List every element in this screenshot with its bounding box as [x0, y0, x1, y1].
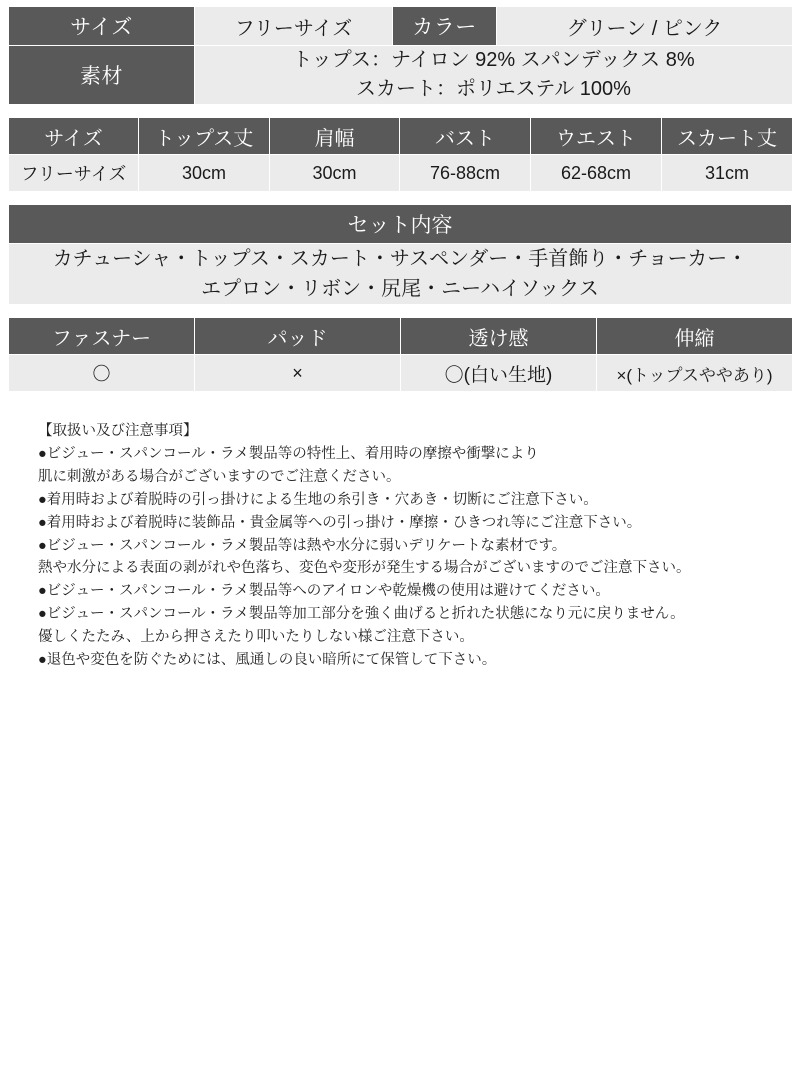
table-header-row [9, 318, 793, 355]
set-contents-line-2: エプロン・リボン・尻尾・ニーハイソックス [201, 278, 599, 300]
care-note-line: ●ビジュー・スパンコール・ラメ製品等は熱や水分に弱いデリケートな素材です。 [38, 537, 567, 554]
measurements-table [8, 117, 793, 192]
measure-header-size: サイズ [9, 118, 139, 155]
feature-header-pad: パッド [195, 318, 401, 355]
measure-header-waist: ウエスト [531, 118, 662, 155]
set-contents-table [8, 204, 792, 305]
set-contents-body [9, 244, 792, 305]
table-header-row [9, 205, 792, 244]
care-notes [38, 420, 792, 672]
set-contents-title: セット内容 [9, 205, 792, 244]
care-note-line: ●ビジュー・スパンコール・ラメ製品等へのアイロンや乾燥機の使用は避けてください。 [38, 583, 610, 600]
care-note-line: 肌に刺激がある場合がございますのでご注意ください。 [38, 468, 401, 485]
color-value: グリーン / ピンク [497, 7, 793, 46]
material-value [195, 46, 793, 105]
size-value: フリーサイズ [195, 7, 393, 46]
measure-header-shoulder: 肩幅 [270, 118, 400, 155]
material-line-tops: トップス：ナイロン 92% スパンデックス 8% [292, 49, 695, 71]
feature-value-zipper: 〇 [9, 355, 195, 392]
material-line-skirt: スカート：ポリエステル 100% [356, 78, 631, 100]
feature-value-pad: × [195, 355, 401, 392]
care-note-line: ●着用時および着脱時の引っ掛けによる生地の糸引き・穴あき・切断にご注意下さい。 [38, 491, 598, 508]
feature-header-zipper: ファスナー [9, 318, 195, 355]
table-row [9, 7, 793, 46]
care-note-line: ●ビジュー・スパンコール・ラメ製品等加工部分を強く曲げると折れた状態になり元に戻りません。 [38, 606, 685, 623]
care-note-line: 優しくたたみ、上から押さえたり叩いたりしない様ご注意下さい。 [38, 629, 474, 646]
table-row [9, 46, 793, 105]
feature-header-sheerness: 透け感 [401, 318, 597, 355]
measure-value-shoulder: 30cm [270, 155, 400, 192]
material-label: 素材 [9, 46, 195, 105]
measure-value-size: フリーサイズ [9, 155, 139, 192]
table-header-row [9, 118, 793, 155]
measure-header-tops-length: トップス丈 [139, 118, 270, 155]
feature-header-stretch: 伸縮 [597, 318, 793, 355]
size-label: サイズ [9, 7, 195, 46]
measure-header-skirt-length: スカート丈 [662, 118, 793, 155]
set-contents-line-1: カチューシャ・トップス・スカート・サスペンダー・手首飾り・チョーカー・ [52, 248, 748, 270]
care-note-line: 熱や水分による表面の剥がれや色落ち、変色や変形が発生する場合がございますのでご注意下さい。 [38, 560, 691, 577]
feature-value-stretch: ×(トップスややあり) [597, 355, 793, 392]
table-row [9, 355, 793, 392]
features-table [8, 317, 793, 392]
care-note-line: ●ビジュー・スパンコール・ラメ製品等の特性上、着用時の摩擦や衝撃により [38, 445, 539, 462]
care-notes-title: 【取扱い及び注意事項】 [38, 423, 198, 439]
measure-value-bust: 76-88cm [400, 155, 531, 192]
table-row [9, 244, 792, 305]
care-note-line: ●退色や変色を防ぐためには、風通しの良い暗所にて保管して下さい。 [38, 652, 497, 669]
color-label: カラー [393, 7, 497, 46]
care-note-line: ●着用時および着脱時に装飾品・貴金属等への引っ掛け・摩擦・ひきつれ等にご注意下さい。 [38, 514, 642, 531]
size-color-material-table [8, 6, 793, 105]
table-row [9, 155, 793, 192]
feature-value-sheerness: 〇(白い生地) [401, 355, 597, 392]
measure-value-waist: 62-68cm [531, 155, 662, 192]
measure-value-tops-length: 30cm [139, 155, 270, 192]
measure-value-skirt-length: 31cm [662, 155, 793, 192]
measure-header-bust: バスト [400, 118, 531, 155]
